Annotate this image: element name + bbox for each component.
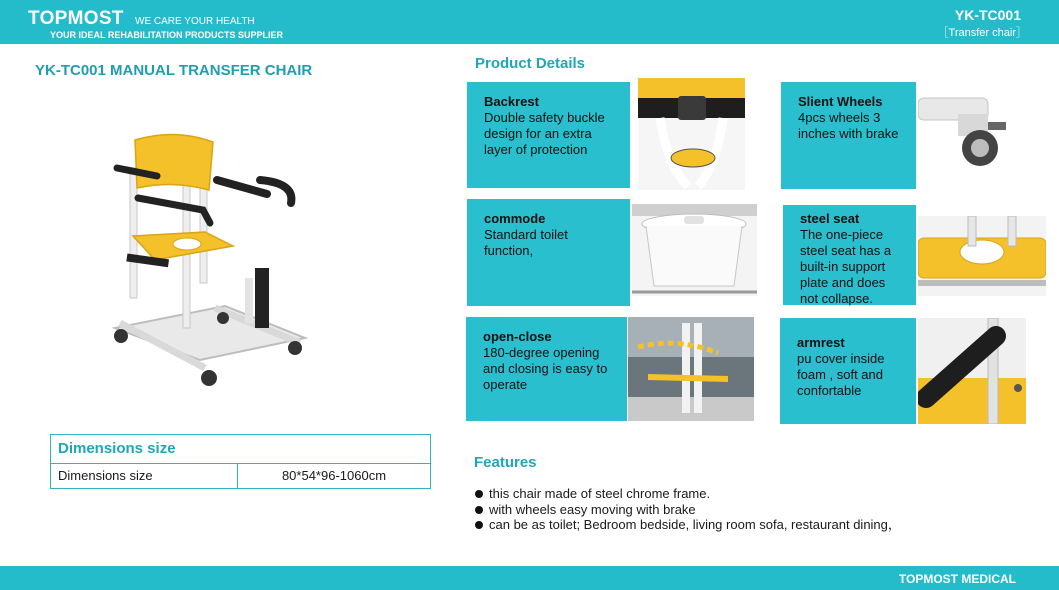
detail-card-wheels	[781, 82, 916, 189]
detail-card-text: pu cover inside foam , soft and confortable	[797, 351, 885, 398]
list-item: this chair made of steel chrome frame.	[475, 486, 901, 502]
steel-seat-photo	[918, 216, 1046, 296]
brand-logo: TOPMOST	[28, 8, 124, 29]
dimensions-table	[50, 434, 431, 489]
dimensions-heading: Dimensions size	[51, 435, 430, 464]
footer-bar	[0, 566, 1059, 590]
dimensions-value: 80*54*96-1060cm	[281, 468, 387, 483]
sub-tagline: YOUR IDEAL REHABILITATION PRODUCTS SUPPLIER	[50, 30, 284, 40]
detail-card-armrest	[780, 318, 916, 424]
detail-card-title: Slient Wheels	[798, 94, 883, 109]
product-details-title: Product Details	[475, 55, 586, 72]
detail-card-title: steel seat	[800, 211, 860, 226]
detail-card-title: armrest	[797, 335, 845, 350]
transfer-chair-photo	[105, 128, 315, 390]
detail-card-open-close	[466, 317, 627, 421]
commode-pot-photo	[632, 204, 757, 296]
page-title: YK-TC001 MANUAL TRANSFER CHAIR	[35, 62, 313, 79]
features-title: Features	[474, 454, 537, 471]
tagline: WE CARE YOUR HEALTH	[135, 16, 255, 27]
detail-card-steel-seat	[783, 205, 916, 305]
detail-card-title: open-close	[483, 329, 552, 344]
detail-card-text: 180-degree opening and closing is easy to operate	[483, 345, 608, 392]
open-close-photo	[628, 317, 754, 421]
wheel-photo	[918, 86, 1013, 176]
header-bar	[0, 0, 1059, 44]
features-list	[475, 486, 901, 533]
detail-card-text: 4pcs wheels 3 inches with brake	[798, 110, 899, 141]
armrest-photo	[918, 318, 1026, 424]
footer-brand: TOPMOST MEDICAL	[898, 572, 1016, 586]
detail-card-title: Backrest	[484, 94, 539, 109]
backrest-buckle-photo	[638, 78, 745, 190]
detail-card-title: commode	[484, 211, 546, 226]
detail-card-backrest	[467, 82, 630, 188]
table-row	[51, 464, 430, 488]
model-subtitle: ［Transfer chair］	[937, 27, 1027, 39]
dimensions-label: Dimensions size	[51, 464, 238, 488]
detail-card-commode	[467, 199, 630, 306]
detail-card-text: The one-piece steel seat has a built-in support plate and does not collapse.	[800, 227, 892, 306]
detail-card-text: Double safety buckle design for an extra layer of protection	[484, 110, 605, 157]
model-number: YK-TC001	[954, 7, 1021, 23]
detail-card-text: Standard toilet function,	[484, 227, 568, 258]
list-item: with wheels easy moving with brake	[475, 502, 901, 518]
list-item: can be as toilet; Bedroom bedside, living room sofa, restaurant dining，	[475, 517, 901, 533]
